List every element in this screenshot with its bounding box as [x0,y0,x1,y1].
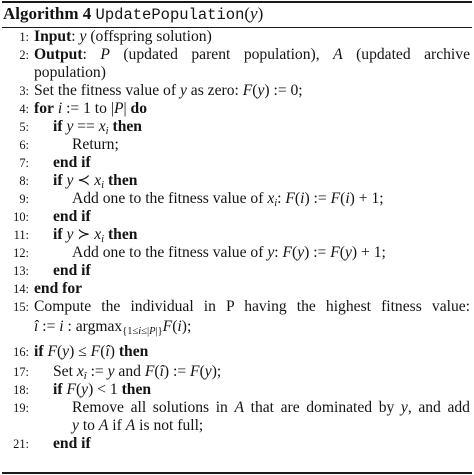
line-text: Remove all solutions in A that are dominated by y, and add [72,399,470,416]
algorithm-line-continuation [0,317,470,337]
line-number: 7: [19,156,29,170]
line-number: 8: [19,174,29,188]
line-number: 18: [13,383,29,397]
algorithm-line-continuation [0,417,470,435]
line-text: if F(y) < 1 then [53,381,152,398]
line-text: Set the fitness value of y as zero: F(y) := 0; [34,82,303,99]
algorithm-line [0,154,470,172]
algorithm-caption [3,3,263,25]
line-text: Compute the individual in P having the highest fitness value: [34,298,470,315]
line-text: Add one to the fitness value of y: F(y) := F(y) + 1; [72,244,386,261]
line-number: 1: [19,30,29,44]
algorithm-line [0,363,470,381]
line-number: 17: [13,365,29,379]
line-text: end if [53,154,91,171]
algorithm-line [0,82,470,100]
line-text: if y ≺ $x_i$ then [53,172,138,191]
line-text: population) [34,64,106,81]
line-number: 2: [19,48,29,62]
line-number: 16: [13,345,29,359]
algorithm-line [0,136,470,154]
algorithm-line [0,381,470,399]
algorithm-line [0,399,470,417]
algorithm-line [0,298,470,316]
line-number: 12: [13,246,29,260]
algorithm-line [0,226,470,244]
line-text: Input: y (offspring solution) [34,28,212,45]
line-text: for i := 1 to |P| do [34,100,147,117]
algorithm-line [0,100,470,118]
line-number: 19: [13,401,29,415]
line-text: Output: P (updated parent population), A (updated archive [34,46,470,63]
line-text: y to A if A is not full; [72,417,204,434]
line-number: 21: [13,437,29,451]
line-text: end if [53,262,91,279]
algorithm-line [0,46,470,64]
algorithm-line [0,453,470,471]
line-text: end if [53,435,91,452]
line-number: 3: [19,84,29,98]
algorithm-line [0,244,470,262]
algorithm-line [0,190,470,208]
line-number: 5: [19,120,29,134]
caption-open-paren: ( [244,4,251,23]
algorithm-line-continuation [0,64,470,82]
caption-close-paren: ) [257,4,264,23]
algorithm-line [0,435,470,453]
line-number: 4: [19,102,29,116]
line-number: 6: [19,138,29,152]
algorithm-line [0,208,470,226]
algorithm-line [0,118,470,136]
algorithm-label: Algorithm 4 [3,4,92,23]
line-number: 15: [13,300,29,314]
line-text: Return; [72,136,119,153]
line-text: Set $x_î$ := y and F(î) := F(y); [53,363,222,382]
line-text: î := i : argmax$_{\{1\le i\le|P|\}}$F(i); [34,318,192,337]
bottom-rule [2,472,472,474]
line-text: end for [34,280,83,297]
line-text: if F(y) ≤ F(î) then [34,343,149,360]
algorithm-name: UpdatePopulation [95,6,245,24]
line-text: if y ≻ $x_i$ then [53,226,138,245]
line-number: 11: [13,228,29,242]
line-number: 13: [13,264,29,278]
line-text: Add one to the fitness value of $x_i$: F(i) := F(i) + 1; [72,190,384,209]
line-number: 14: [13,282,29,296]
line-number: 9: [19,192,29,206]
algorithm-line [0,172,470,190]
algorithm-line [0,343,470,361]
algorithm-line [0,262,470,280]
line-text: if $y == x_i$ then [53,118,142,137]
algorithm-param: y [250,4,258,23]
line-number: 10: [13,210,29,224]
algorithm-line [0,280,470,298]
algorithm-line [0,28,470,46]
line-text: end if [53,208,91,225]
